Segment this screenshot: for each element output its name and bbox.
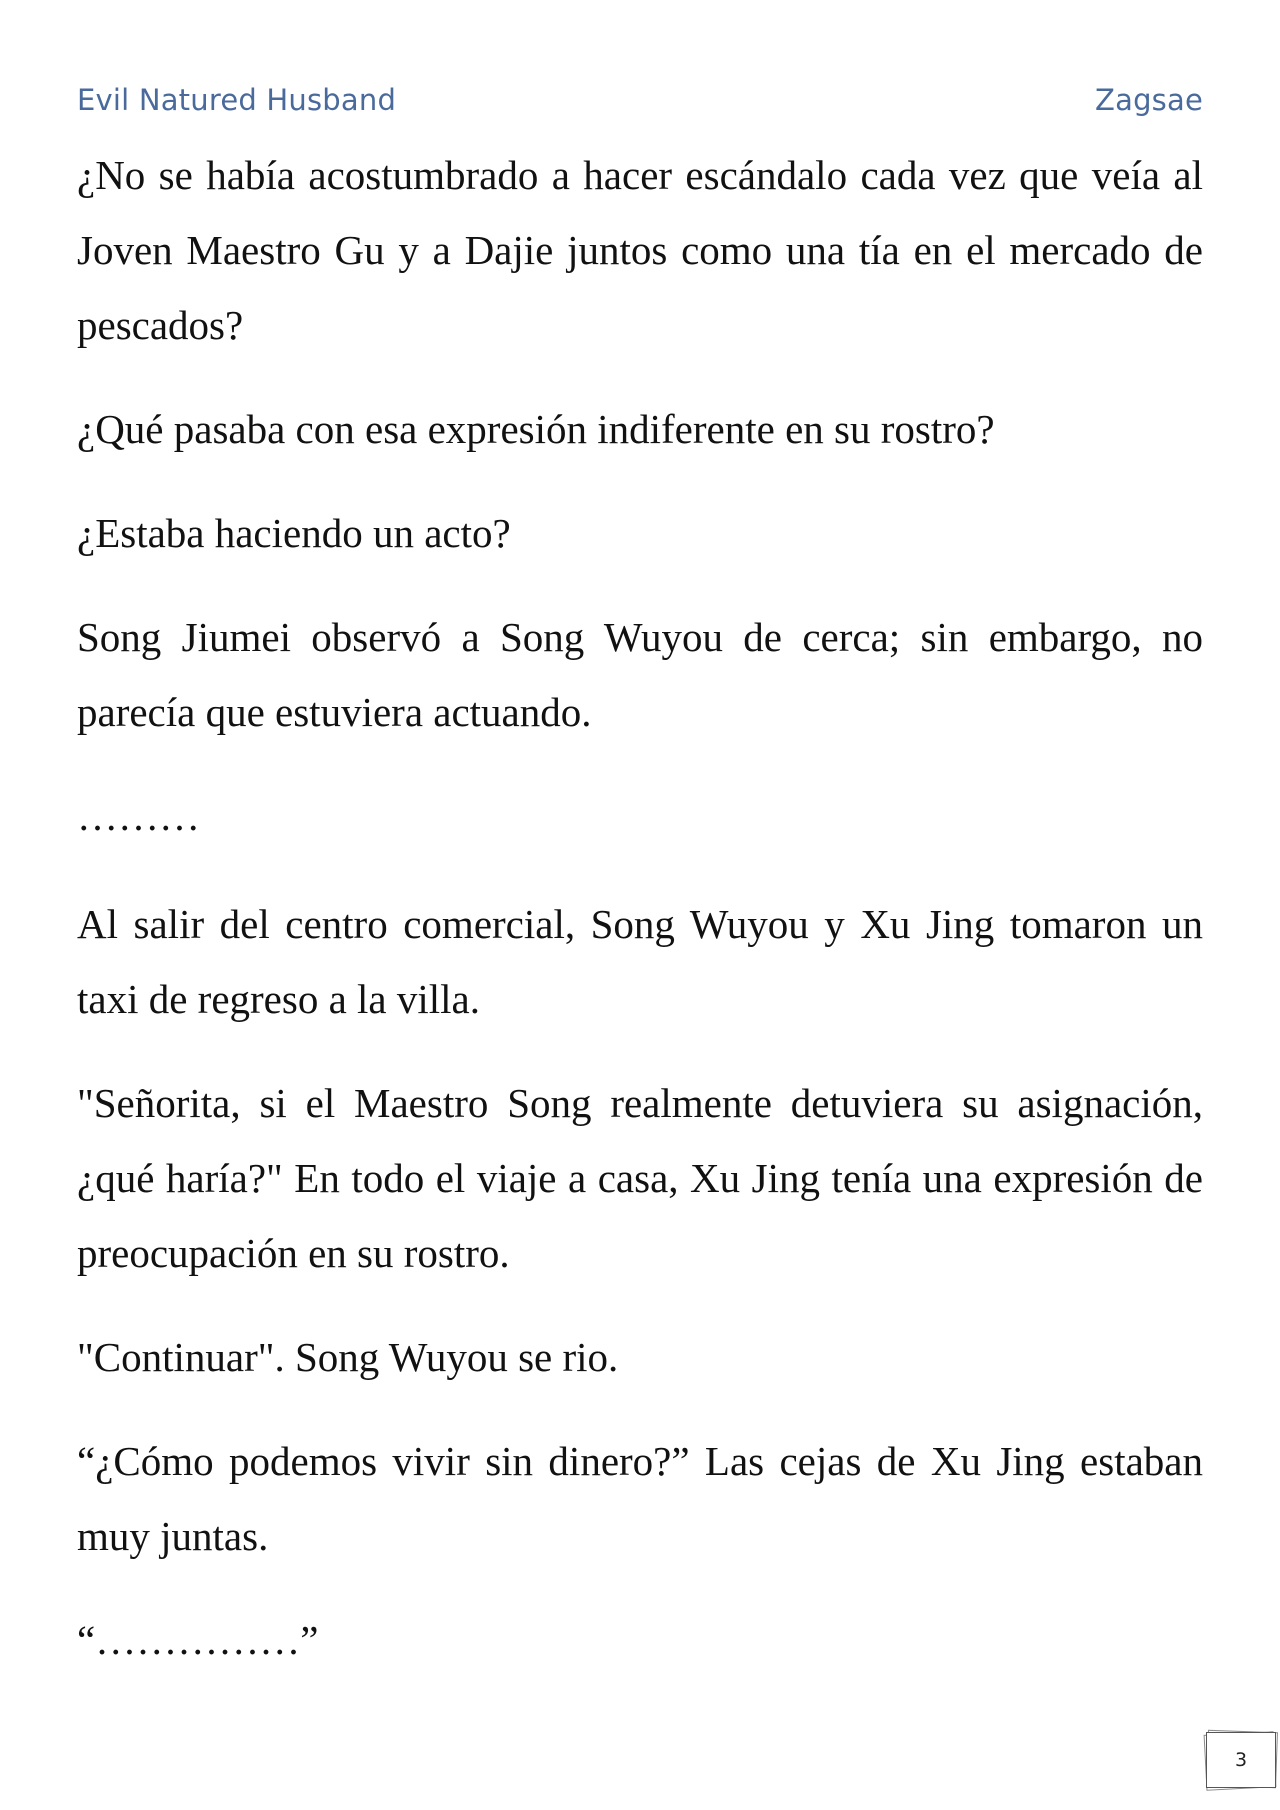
body-text — [77, 138, 1203, 1707]
paragraph: "Señorita, si el Maestro Song realmente detuviera su asignación, ¿qué haría?" En todo el viaje a casa, Xu Jing tenía una expresión de preocupación en su rostro. — [77, 1080, 1203, 1276]
paragraph: “……………” — [77, 1617, 319, 1663]
paragraph: ¿No se había acostumbrado a hacer escándalo cada vez que veía al Joven Maestro Gu y a Dajie juntos como una tía en el mercado de pescados? — [77, 152, 1203, 348]
paragraph: Al salir del centro comercial, Song Wuyou y Xu Jing tomaron un taxi de regreso a la villa. — [77, 901, 1203, 1022]
paragraph: ¿Qué pasaba con esa expresión indiferente en su rostro? — [77, 406, 995, 452]
paragraph: ¿Estaba haciendo un acto? — [77, 510, 511, 556]
page-header — [77, 78, 1203, 122]
book-title: Evil Natured Husband — [77, 83, 397, 117]
paragraph: “¿Cómo podemos vivir sin dinero?” Las cejas de Xu Jing estaban muy juntas. — [77, 1438, 1203, 1559]
scene-break: ……… — [77, 793, 200, 839]
paragraph: "Continuar". Song Wuyou se rio. — [77, 1334, 619, 1380]
page-number: 3 — [1206, 1732, 1276, 1788]
page-number-box — [1203, 1727, 1277, 1789]
author-name: Zagsae — [1095, 83, 1203, 117]
paragraph: Song Jiumei observó a Song Wuyou de cerca; sin embargo, no parecía que estuviera actuando. — [77, 614, 1203, 735]
